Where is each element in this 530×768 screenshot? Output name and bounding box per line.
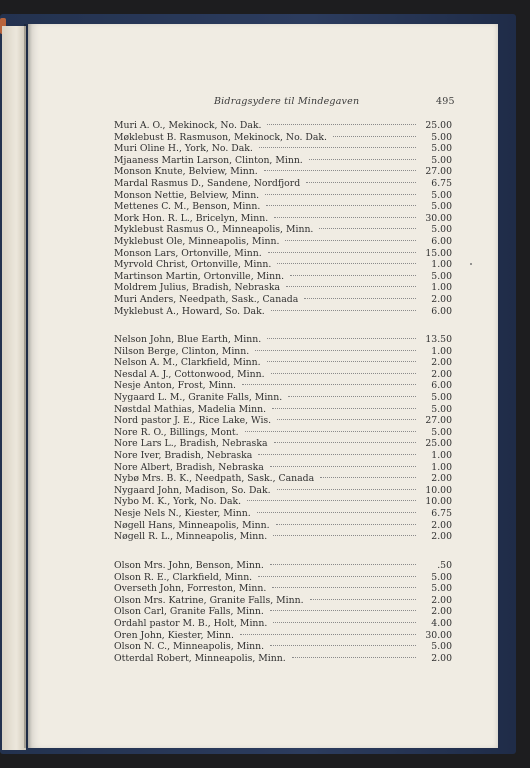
contributor-name: Nord pastor J. E., Rice Lake, Wis. [114,415,272,427]
contributor-name: Mork Hon. R. L., Bricelyn, Minn. [114,212,269,224]
contribution-amount: 2.00 [431,606,452,618]
dot-leader [277,263,416,264]
contribution-amount: 30.00 [425,212,452,224]
dot-leader [259,147,416,148]
dot-leader [270,466,416,467]
dot-leader [304,298,416,299]
list-item [114,306,452,318]
dot-leader [310,599,416,600]
list-item [114,201,452,213]
contribution-amount: 5.00 [431,583,452,595]
left-page-edge [2,26,26,750]
list-item [114,531,452,543]
list-item [114,595,452,607]
contributor-name: Moldrem Julius, Bradish, Nebraska [114,282,281,294]
contribution-amount: 30.00 [425,629,452,641]
list-item [114,653,452,665]
contribution-amount: 15.00 [425,247,452,259]
contributor-name: Nesje Nels N., Kiester, Minn. [114,508,251,519]
contribution-amount: 2.00 [431,594,452,606]
dot-leader [272,587,416,588]
contribution-amount: 2.00 [431,357,452,369]
dot-leader [268,252,416,253]
list-item [114,496,452,508]
list-item [114,282,452,294]
list-item [114,357,452,369]
contribution-amount: 5.00 [431,403,452,415]
dot-leader [242,384,416,385]
dot-leader [333,136,416,137]
list-item [114,132,452,144]
contributor-name: Myklebust Rasmus O., Minneapolis, Minn. [114,224,314,236]
list-item [114,415,452,427]
list-item [114,271,452,283]
contribution-amount: 5.00 [431,641,452,653]
contributor-name: Nybo M. K., York, No. Dak. [114,496,242,508]
contribution-amount: 4.00 [431,618,452,629]
dot-leader [266,205,416,206]
contribution-amount: 5.00 [431,131,452,143]
contribution-amount: 1.00 [431,345,452,357]
dot-leader [319,228,416,229]
contribution-amount: 5.00 [431,154,452,166]
contributor-name: Nore R. O., Billings, Mont. [114,426,239,438]
contribution-amount: 27.00 [425,415,452,427]
contribution-amount: .50 [437,560,452,571]
contribution-amount: 6.75 [431,178,452,189]
contribution-amount: 6.00 [431,236,452,247]
contribution-amount: 6.00 [431,380,452,392]
dot-leader [245,431,416,432]
contributor-name: Nelson A. M., Clarkfield, Minn. [114,357,261,369]
list-item [114,224,452,236]
contribution-amount: 5.00 [431,143,452,155]
contributor-name: Monson Lars, Ortonville, Minn. [114,247,262,259]
list-item [114,346,452,358]
dot-leader [258,454,416,455]
contributor-name: Martinson Martin, Ortonville, Minn. [114,270,285,282]
list-item [114,427,452,439]
list-item [114,155,452,167]
contributor-name: Nøstdal Mathias, Madelia Minn. [114,403,267,415]
list-item [114,248,452,260]
list-item [114,143,452,155]
list-item [114,560,452,572]
contributor-name: Olson Carl, Granite Falls, Minn. [114,606,264,618]
contribution-amount: 5.00 [431,426,452,438]
contribution-amount: 2.00 [431,294,452,305]
contribution-amount: 10.00 [425,484,452,496]
contribution-amount: 10.00 [425,496,452,508]
dot-leader [285,240,416,241]
contributor-name: Monson Knute, Belview, Minn. [114,166,258,178]
list-item [114,166,452,178]
dot-leader [258,576,416,577]
dot-leader [240,634,416,635]
dot-leader [271,373,416,374]
contributor-name: Nelson John, Blue Earth, Minn. [114,334,262,345]
gutter-shadow [24,24,32,748]
contribution-amount: 5.00 [431,224,452,236]
contribution-amount: 6.75 [431,508,452,519]
dot-leader [277,419,416,420]
dot-leader [286,286,416,287]
contribution-amount: 2.00 [431,473,452,485]
dot-leader [270,564,416,565]
contributor-name: Olson R. E., Clarkfield, Minn. [114,571,253,583]
contribution-amount: 6.00 [431,305,452,317]
dot-leader [306,182,416,183]
contribution-amount: 1.00 [431,259,452,271]
contribution-amount: 5.00 [431,392,452,403]
contributor-name: Mardal Rasmus D., Sandene, Nordfjord [114,178,301,189]
contributor-name: Nilson Berge, Clinton, Minn. [114,345,250,357]
contribution-amount: 1.00 [431,450,452,461]
list-item [114,462,452,474]
contribution-amount: 2.00 [431,368,452,380]
contribution-amount: 2.00 [431,519,452,531]
dot-leader [247,500,416,501]
list-item [114,438,452,450]
contribution-amount: 5.00 [431,571,452,583]
contributor-name: Nore Lars L., Bradish, Nebraska [114,438,268,450]
dot-leader [270,610,416,611]
dot-leader [257,512,416,513]
contribution-amount: 2.00 [431,652,452,664]
dot-leader [270,645,416,646]
list-item [114,236,452,248]
contributor-name: Otterdal Robert, Minneapolis, Minn. [114,652,286,664]
contribution-amount: 5.00 [431,270,452,282]
contribution-amount: 13.50 [425,334,452,345]
dot-leader [274,217,416,218]
dot-leader [255,350,416,351]
dot-leader [274,442,417,443]
list-item [114,380,452,392]
list-item [114,259,452,271]
list-item [114,450,452,462]
contributor-name: Olson Mrs. Katrine, Granite Falls, Minn. [114,594,304,606]
contributor-name: Muri A. O., Mekinock, No. Dak. [114,120,262,131]
list-item [114,606,452,618]
contributor-name: Nygaard L. M., Granite Falls, Minn. [114,392,283,403]
list-item [114,369,452,381]
contributor-name: Nore Albert, Bradish, Nebraska [114,461,264,473]
dot-leader [267,361,416,362]
dot-leader [309,159,416,160]
contributor-name: Nøgell Hans, Minneapolis, Minn. [114,519,270,531]
dot-leader [267,338,416,339]
contributor-name: Møklebust B. Rasmuson, Mekinock, No. Dak. [114,131,327,143]
contributor-name: Ordahl pastor M. B., Holt, Minn. [114,618,268,629]
contribution-amount: 25.00 [425,120,452,131]
list-item [114,120,452,132]
dot-leader [272,408,416,409]
contributor-name: Monson Nettie, Belview, Minn. [114,189,260,201]
list-item [114,618,452,630]
paper-speck [470,263,472,265]
contributor-name: Muri Anders, Needpath, Sask., Canada [114,294,299,305]
list-item [114,334,452,346]
contributor-name: Muri Oline H., York, No. Dak. [114,143,253,155]
contributor-name: Myklebust Ole, Minneapolis, Minn. [114,236,280,247]
dot-leader [273,535,416,536]
dot-leader [290,275,416,276]
contribution-amount: 5.00 [431,189,452,201]
list-item [114,404,452,416]
contributor-name: Nygaard John, Madison, So. Dak. [114,484,271,496]
dot-leader [276,524,416,525]
page-number: 495 [436,96,455,107]
dot-leader [271,310,416,311]
dot-leader [264,170,416,171]
contribution-amount: 5.00 [431,201,452,213]
contributor-name: Nybø Mrs. B. K., Needpath, Sask., Canada [114,473,315,485]
contribution-amount: 2.00 [431,531,452,543]
list-item [114,508,452,520]
dot-leader [267,124,416,125]
running-title: Bidragsydere til Mindegaven [214,96,360,107]
book-page [28,24,498,748]
list-item [114,641,452,653]
list-item [114,392,452,404]
contributor-name: Oren John, Kiester, Minn. [114,629,234,641]
contributor-name: Nesdal A. J., Cottonwood, Minn. [114,368,265,380]
contribution-amount: 1.00 [431,282,452,294]
contributor-name: Nøgell R. L., Minneapolis, Minn. [114,531,268,543]
contributor-name: Myrvold Christ, Ortonville, Minn. [114,259,272,271]
contributor-name: Mjaaness Martin Larson, Clinton, Minn. [114,154,303,166]
list-item [114,473,452,485]
dot-leader [288,396,416,397]
list-item [114,630,452,642]
contribution-amount: 25.00 [425,438,452,450]
contributor-name: Nore Iver, Bradish, Nebraska [114,450,253,461]
contributor-name: Olson N. C., Minneapolis, Minn. [114,641,265,653]
dot-leader [277,489,416,490]
list-item [114,190,452,202]
contributor-name: Nesje Anton, Frost, Minn. [114,380,237,392]
contribution-amount: 27.00 [425,166,452,178]
dot-leader [292,657,416,658]
dot-leader [265,194,416,195]
list-item [114,213,452,225]
list-item [114,294,452,306]
contributor-name: Myklebust A., Howard, So. Dak. [114,305,265,317]
list-item [114,583,452,595]
list-item [114,178,452,190]
list-item [114,572,452,584]
dot-leader [273,622,416,623]
contribution-amount: 1.00 [431,461,452,473]
list-item [114,485,452,497]
dot-leader [320,477,416,478]
contributor-name: Olson Mrs. John, Benson, Minn. [114,560,264,571]
contributor-name: Mettenes C. M., Benson, Minn. [114,201,261,213]
list-item [114,520,452,532]
contributor-name: Overseth John, Forreston, Minn. [114,583,267,595]
